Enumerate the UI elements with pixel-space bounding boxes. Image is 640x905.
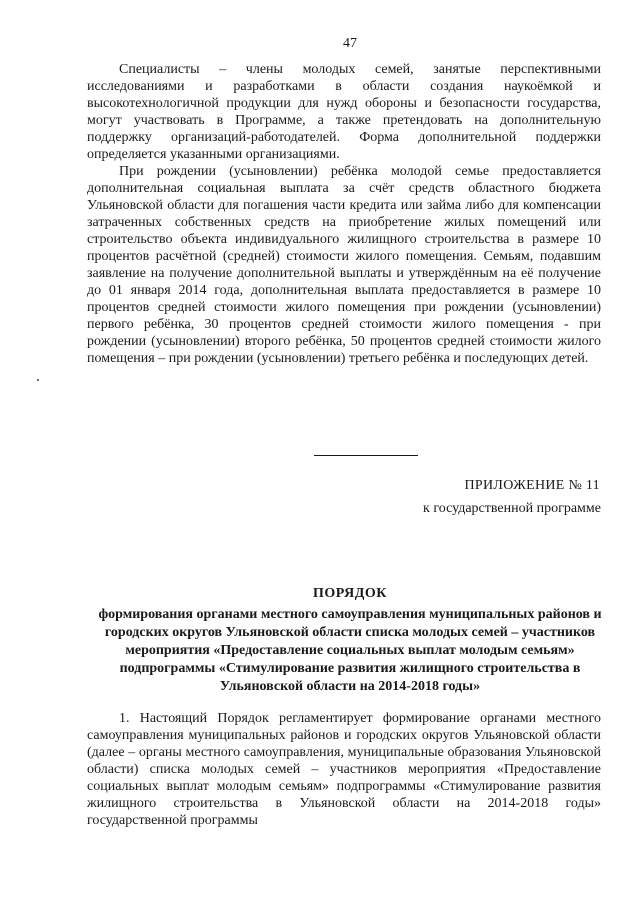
page-number: 47 — [343, 36, 357, 51]
paragraph-childbirth — [87, 163, 601, 367]
order-subtitle: формирования органами местного самоуправления муниципальных районов и городских округов Ульяновской области списка молодых семей – участников мероприятия «Предоставление социальных выплат молодым семьям» подпрограммы «Стимулирование развития жилищного строительства в Ульяновской области на 2014-2018 годы» — [98, 607, 602, 694]
section-divider — [314, 455, 418, 456]
paragraph-point-1 — [87, 710, 601, 829]
paragraph-specialists — [87, 61, 601, 163]
appendix-subtitle: к государственной программе — [423, 501, 601, 516]
appendix-title: ПРИЛОЖЕНИЕ № 11 — [464, 478, 600, 493]
paragraph-childbirth-text: При рождении (усыновлении) ребёнка молодой семье предоставляется дополнительная социальная выплата за счёт средств областного бюджета Ульяновской области для погашения части кредита или займа либо для компенсации затраченных собственных средств на приобретение жилых помещений или строительство объекта индивидуального жилищного строительства в размере 10 процентов расчётной (средней) стоимости жилого помещения. Семьям, подавшим заявление на получение дополнительной выплаты и утверждённым на её получение до 01 января 2014 года, дополнительная выплата предоставляется в размере 10 процентов средней стоимости жилого помещения при рождении (усыновлении) первого ребёнка, 30 процентов средней стоимости жилого помещения - при рождении (усыновлении) второго ребёнка, 50 процентов средней стоимости жилого помещения – при рождении (усыновлении) третьего ребёнка и последующих детей. — [87, 164, 601, 366]
paragraph-specialists-text: Специалисты – члены молодых семей, занятые перспективными исследованиями и разработками в области создания наукоёмкой и высокотехнологичной продукции для нужд обороны и безопасности государства, могут участвовать в Программе, а также претендовать на дополнительную поддержку организаций-работодателей. Форма дополнительной поддержки определяется указанными организациями. — [87, 62, 601, 162]
paragraph-point-1-text: 1. Настоящий Порядок регламентирует формирование органами местного самоуправления муниципальных районов и городских округов Ульяновской области (далее – органы местного самоуправления, муниципальные образования Ульяновской области) списка молодых семей – участников мероприятия «Предоставление социальных выплат молодым семьям» подпрограммы «Стимулирование развития жилищного строительства в Ульяновской области на 2014-2018 годы» государственной программы — [87, 711, 601, 828]
order-title: ПОРЯДОК — [313, 586, 387, 601]
margin-mark — [37, 379, 39, 381]
